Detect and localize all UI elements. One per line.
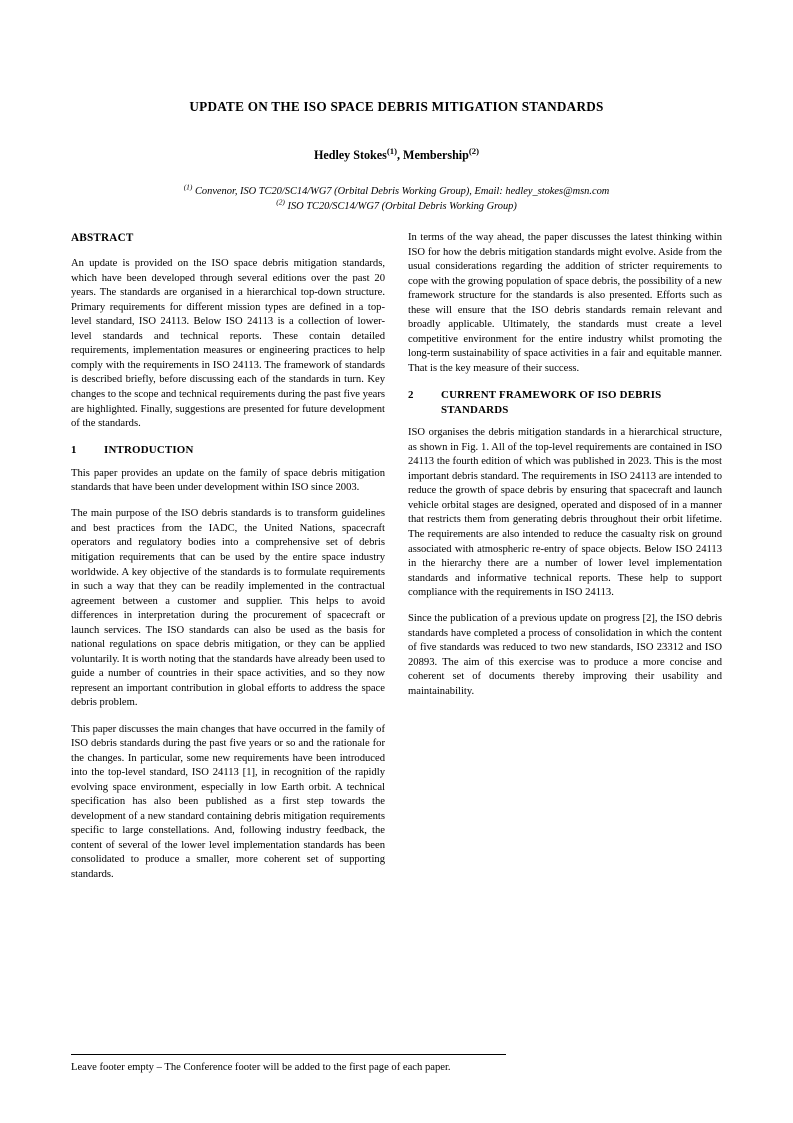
author-name: Hedley Stokes xyxy=(313,147,387,162)
affiliation-marker-1: (1) xyxy=(183,182,193,192)
page-title: UPDATE ON THE ISO SPACE DEBRIS MITIGATION STANDARDS xyxy=(189,99,604,114)
paragraph: Since the publication of a previous update on progress [2], the ISO debris standards have completed a process of consolidation in which the content of five standards was reduced to two new standards, ISO 23312 and ISO 20893. The aim of this exercise was to produce a more concise and coherent set of documents thereby improving their usability and maintainability. xyxy=(408,613,722,697)
affiliation-1-text: Convenor, ISO TC20/SC14/WG7 (Orbital Debris Working Group), Email: hedley_stokes@msn.com xyxy=(192,186,610,198)
abstract-heading: ABSTRACT xyxy=(71,232,134,244)
section-heading-2 xyxy=(408,388,722,417)
column-right xyxy=(408,231,722,711)
section-number-1: 1 xyxy=(71,444,77,457)
author-line xyxy=(71,145,722,164)
paragraph: ISO organises the debris mitigation standards in a hierarchical structure, as shown in Fig. 1. All of the top-level requirements are contained in ISO 24113 the fourth edition of which was published in 2023. This is the most important debris standard. The requirements in ISO 24113 are intended to reduce the growth of space debris by ensuring that spacecraft and launch vehicle orbital stages are designed, operated and disposed of in a manner that restricts them from generating debris throughout their orbit lifetime. The requirements are also intended to reduce the casualty risk on ground associated with atmospheric re-entry of space objects. Below ISO 24113 in the hierarchy there are a number of lower level implementation standards and informative technical reports. These help to support compliance with the requirements in ISO 24113. xyxy=(408,427,722,599)
column-left xyxy=(71,231,385,894)
affiliations xyxy=(71,182,722,214)
section-number-2: 2 xyxy=(408,388,414,401)
section-title-1: INTRODUCTION xyxy=(104,444,194,457)
author-affiliation-marker-2: (2) xyxy=(468,145,480,156)
affiliation-2 xyxy=(71,197,722,214)
author-second: , Membership xyxy=(397,147,469,162)
footer-divider xyxy=(71,1054,506,1055)
author-affiliation-marker-1: (1) xyxy=(386,145,397,156)
paragraph: This paper discusses the main changes that have occurred in the family of ISO debris standards during the past five years or so and the rationale for the changes. In particular, some new requirements have been introduced into the top-level standard, ISO 24113 [1], in recognition of the rapidly evolving space environment, especially in low Earth orbit. A technical specification has also been published as a first step towards the development of a new standard containing debris mitigation requirements specific to large constellations. And, following industry feedback, the content of several of the lower level implementation standards has been consolidated to produce a smaller, more coherent set of supporting standards. xyxy=(71,723,385,880)
title-block xyxy=(71,99,722,214)
affiliation-marker-2: (2) xyxy=(276,197,285,207)
two-column-body xyxy=(71,231,722,976)
paragraph: In terms of the way ahead, the paper discusses the latest thinking within ISO for how the debris mitigation standards might evolve. Aside from the usual considerations regarding the addition of stricter requirements to cope with the growing population of space debris, the possibility of a new framework structure for the standards is also presented. Efforts such as these will ensure that the ISO debris standards remain relevant and broadly applicable. Ultimately, the standards must create a level competitive environment for the entire industry whilst promoting the long-term sustainability of space activities in a fair and equitable manner. That is the key measure of their success. xyxy=(408,232,722,374)
page-footer xyxy=(71,1054,722,1075)
paragraph: This paper provides an update on the family of space debris mitigation standards that have been under development within ISO since 2003. xyxy=(71,467,385,494)
footer-text: Leave footer empty – The Conference footer will be added to the first page of each paper. xyxy=(71,1062,451,1073)
paragraph: The main purpose of the ISO debris standards is to transform guidelines and best practices from the IADC, the United Nations, spacecraft operators and regulatory bodies into a comprehensive set of debris mitigation requirements that can be used by the entire space industry worldwide. A key objective of the standards is to formulate requirements in such a way that they can be readily implemented in the contractual agreement between a customer and supplier. This helps to avoid differences in interpretation during the procurement of spacecraft or launch services. The ISO standards can also be used as the basis for national regulations on space debris mitigation, or they can be applied voluntarily. It is worth noting that the standards have already been used to guide a number of countries in their space activities, and so they now represent an important contribution in global efforts to address the space debris problem. xyxy=(71,508,385,709)
affiliation-2-text: ISO TC20/SC14/WG7 (Orbital Debris Working Group) xyxy=(284,200,517,212)
section-title-2: CURRENT FRAMEWORK OF ISO DEBRIS STANDARDS xyxy=(441,388,662,416)
affiliation-1 xyxy=(71,182,722,199)
section-heading-1 xyxy=(71,443,385,458)
abstract-text: An update is provided on the ISO space debris mitigation standards, which have been developed through several editions over the past 20 years. The standards are organised in a hierarchical top-down structure. Primary requirements for different mission types are defined in a top-level standard, ISO 24113. Below ISO 24113 is a collection of lower-level standards and technical reports. These contain detailed requirements, implementation measures or engineering practices to help comply with the requirements in ISO 24113. The framework of standards is described briefly, before discussing each of the standards in turn. Key changes to the scope and technical requirements during the past five years are highlighted. Finally, suggestions are presented for future development of the standards. xyxy=(71,258,385,430)
